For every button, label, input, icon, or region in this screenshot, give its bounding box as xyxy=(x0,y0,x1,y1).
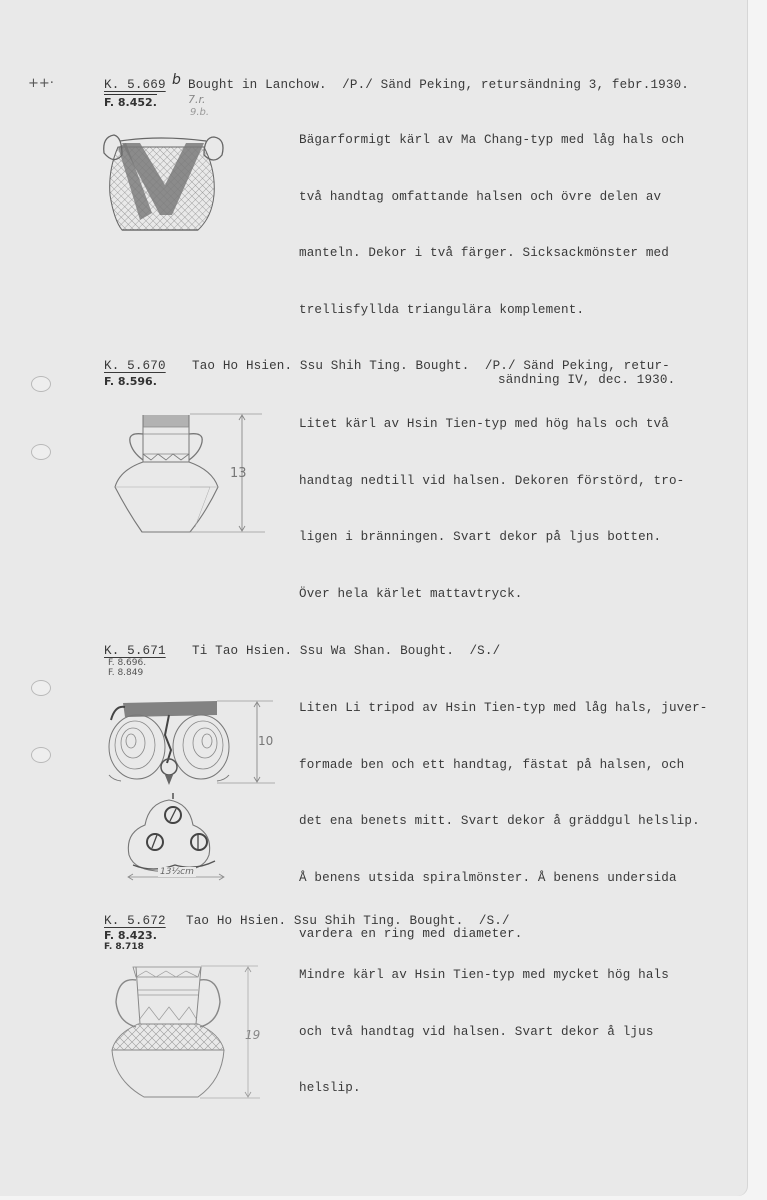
entry-header: Tao Ho Hsien. Ssu Shih Ting. Bought. /P./ Sänd Peking, retur- xyxy=(192,359,670,373)
punch-hole xyxy=(31,747,51,763)
description-line: det ena benets mitt. Svart dekor å gräddgul helslip. xyxy=(299,814,700,828)
punch-hole xyxy=(31,376,51,392)
f-number: F. 8.696. xyxy=(108,658,147,668)
handwritten-note: 7.r. xyxy=(188,93,206,106)
description-line: Liten Li tripod av Hsin Tien-typ med låg hals, juver- xyxy=(299,701,708,715)
vessel-drawing xyxy=(110,412,280,542)
entry-description xyxy=(299,933,669,1131)
description-line: och två handtag vid halsen. Svart dekor å ljus xyxy=(299,1024,654,1039)
vessel-drawing xyxy=(105,695,285,885)
k-number: K. 5.671 xyxy=(104,644,166,658)
k-suffix: b xyxy=(172,72,181,88)
entry-description xyxy=(299,98,684,352)
f-number: F. 8.718 xyxy=(104,942,144,952)
f-number: F. 8.596. xyxy=(104,375,157,388)
entry-header: Tao Ho Hsien. Ssu Shih Ting. Bought. /S./ xyxy=(186,914,510,928)
punch-hole xyxy=(31,444,51,460)
description-line: handtag nedtill vid halsen. Dekoren förstörd, tro- xyxy=(299,473,685,488)
f-number: F. 8.423. xyxy=(104,929,157,942)
entry-description xyxy=(299,666,708,977)
description-line: ligen i bränningen. Svart dekor på ljus botten. xyxy=(299,530,662,544)
entry-description xyxy=(299,382,684,636)
dimension-label: 13½cm xyxy=(160,867,194,877)
description-line: Bägarformigt kärl av Ma Chang-typ med låg hals och xyxy=(299,133,685,147)
dimension-label: 10 xyxy=(258,734,274,748)
description-line: helslip. xyxy=(299,1081,361,1095)
f-number: F. 8.849 xyxy=(108,668,144,678)
entry-header: Bought in Lanchow. /P./ Sänd Peking, retursändning 3, febr.1930. xyxy=(188,78,689,92)
description-line: manteln. Dekor i två färger. Sicksackmönster med xyxy=(299,246,669,260)
k-number: K. 5.669 xyxy=(104,78,166,92)
description-line: Mindre kärl av Hsin Tien-typ med mycket hög hals xyxy=(299,968,669,982)
punch-hole xyxy=(31,680,51,696)
description-line: Litet kärl av Hsin Tien-typ med hög hals och två xyxy=(299,417,669,431)
k-number: K. 5.670 xyxy=(104,359,166,373)
dimension-label: 19 xyxy=(245,1028,261,1042)
handwritten-note: 9.b. xyxy=(190,107,210,118)
f-number: F. 8.452. xyxy=(104,96,157,109)
dimension-label: 13 xyxy=(230,466,247,481)
margin-note: ++· xyxy=(28,76,54,91)
description-line: vardera en ring med diameter. xyxy=(299,927,523,941)
entry-header-continued: sändning IV, dec. 1930. xyxy=(498,373,676,387)
vessel-drawing xyxy=(100,125,230,245)
k-number: K. 5.672 xyxy=(104,914,166,928)
description-line: två handtag omfattande halsen och övre delen av xyxy=(299,189,662,204)
vessel-drawing xyxy=(108,962,268,1102)
description-line: trellisfyllda triangulära komplement. xyxy=(299,302,585,317)
description-line: Å benens utsida spiralmönster. Å benens undersida xyxy=(299,870,677,885)
entry-header: Ti Tao Hsien. Ssu Wa Shan. Bought. /S./ xyxy=(192,644,501,658)
description-line: Över hela kärlet mattavtryck. xyxy=(299,586,523,601)
description-line: formade ben och ett handtag, fästat på halsen, och xyxy=(299,757,685,772)
